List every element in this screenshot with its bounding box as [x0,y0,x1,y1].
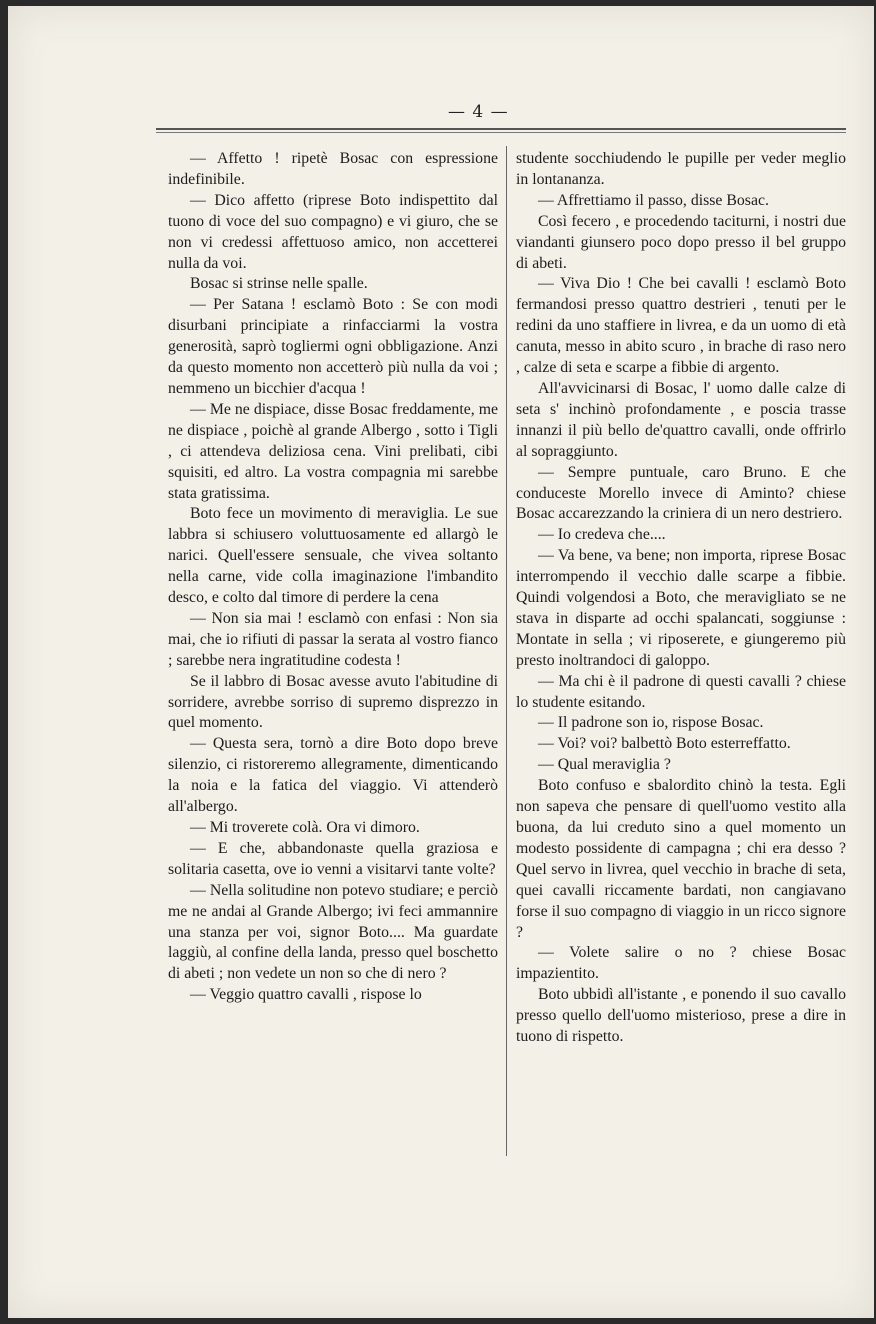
paragraph: — Viva Dio ! Che bei cavalli ! esclamò Boto fermandosi presso quattro destrieri , tenuti per le redini da uno staffiere in livrea, e da un uomo di età canuta, messo in abito scuro , in brache di raso nero , calze di seta e scarpe a fibbie di argento. [516,275,846,377]
paragraph: — Io credeva che.... [538,526,666,544]
paragraph: — E che, abbandonaste quella graziosa e solitaria casetta, ove io venni a visitarvi tante volte? [168,839,498,878]
paragraph: — Va bene, va bene; non importa, riprese Bosac interrompendo il vecchio dalle scarpe a fibbie. Quindi volgendosi a Boto, che meravigliato se ne stava in disparte ad occhi spalancati, soggiunse : Montate in sella ; vi riposerete, e giungeremo più presto inoltrandoci di galoppo. [516,547,846,669]
paragraph: — Volete salire o no ? chiese Bosac impazientito. [516,944,846,983]
book-page [8,6,874,1318]
paragraph: Boto ubbidì all'istante , e ponendo il suo cavallo presso quello dell'uomo misterioso, prese a dire in tuono di rispetto. [516,986,846,1046]
paragraph: — Questa sera, tornò a dire Boto dopo breve silenzio, ci ristoreremo allegramente, dimenticando la noia e la fatica del viaggio. Vi attenderò all'albergo. [168,735,498,816]
paragraph: — Veggio quattro cavalli , rispose lo [190,986,422,1004]
paragraph: — Ma chi è il padrone di questi cavalli ? chiese lo studente esitando. [516,672,846,711]
right-column [516,149,846,1048]
paragraph: — Nella solitudine non potevo studiare; e perciò me ne andai al Grande Albergo; ivi feci ammannire una stanza per voi, signor Boto.... Ma guardate laggiù, al confine della landa, presso quel boschetto di abeti ; non vedete un non so che di nero ? [168,881,498,983]
paragraph: — Per Satana ! esclamò Boto : Se con modi disurbani principiate a rinfacciarmi la vostra generosità, saprò togliermi ogni obbligazione. Anzi da questo momento non accetterò più nulla da voi ; nemmeno un bicchier d'acqua ! [168,296,498,397]
paragraph: — Dico affetto (riprese Boto indispettito dal tuono di voce del suo compagno) e vi giuro, che se non vi credessi affettuoso amico, non accetterei nulla da voi. [168,191,498,272]
paragraph: — Affrettiamo il passo, disse Bosac. [538,191,769,209]
paragraph: — Voi? voi? balbettò Boto esterreffatto. [538,735,791,753]
paragraph: Boto confuso e sbalordito chinò la testa. Egli non sapeva che pensare di quell'uomo vestito alla buona, da lui creduto sino a quel momento un modesto possidente di campagna ; chi era desso ? Quel servo in livrea, quel vecchio in brache di seta, quei cavalli riccamente bardati, non cangiavano forse il suo compagno di viaggio in un ricco signore ? [516,777,846,941]
page-number: — 4 — [448,102,509,122]
paragraph: — Mi troverete colà. Ora vi dimoro. [190,819,420,836]
paragraph: Se il labbro di Bosac avesse avuto l'abitudine di sorridere, avrebbe sorriso di supremo disprezzo in quel momento. [168,672,498,732]
column-divider [506,146,507,1156]
paragraph: studente socchiudendo le pupille per veder meglio in lontananza. [516,150,846,188]
paragraph: — Sempre puntuale, caro Bruno. E che conduceste Morello invece di Aminto? chiese Bosac accarezzando la criniera di un nero destriero. [516,463,846,523]
paragraph: Bosac si strinse nelle spalle. [190,275,368,293]
paragraph: — Me ne dispiace, disse Bosac freddamente, me ne dispiace , poichè al grande Albergo , sotto i Tigli , ci attendeva deliziosa cena. Vini prelibati, cibi squisiti, ed altro. La vostra compagnia mi sarebbe stata gratissima. [168,400,498,502]
paragraph: — Qual meraviglia ? [538,756,671,774]
paragraph: — Il padrone son io, rispose Bosac. [538,714,764,732]
header-rule [156,128,846,133]
paragraph: All'avvicinarsi di Bosac, l' uomo dalle calze di seta s' inchinò profondamente , e poscia trasse innanzi il più bello de'quattro cavalli, onde offrirlo al sopraggiunto. [516,379,846,460]
left-column [168,149,498,1006]
paragraph: Boto fece un movimento di meraviglia. Le sue labbra si schiusero voluttuosamente ed allargò le narici. Quell'essere sensuale, che vivea soltanto nella carne, vide colla imaginazione l'imbandito desco, e colto dal timore di perdere la cena [168,505,498,607]
paragraph: — Affetto ! ripetè Bosac con espressione indefinibile. [168,150,498,188]
paragraph: Così fecero , e procedendo taciturni, i nostri due viandanti giunsero poco dopo presso il bel gruppo di abeti. [516,212,846,272]
paragraph: — Non sia mai ! esclamò con enfasi : Non sia mai, che io rifiuti di passar la serata al vostro fianco ; sarebbe nera ingratitudine codesta ! [168,609,498,669]
